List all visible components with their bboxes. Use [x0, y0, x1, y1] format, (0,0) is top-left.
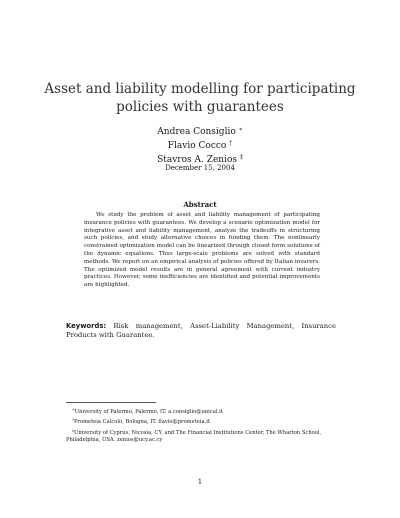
keywords-label: Keywords:	[66, 322, 107, 330]
author: Andrea Consiglio ∗	[157, 126, 243, 137]
paper-date: December 15, 2004	[165, 164, 235, 172]
footnotes	[66, 406, 338, 445]
author: Stavros A. Zenios ‡	[157, 154, 243, 165]
paper-title: Asset and liability modelling for participating policies with guarantees	[44, 81, 356, 115]
author: Flavio Cocco †	[167, 140, 233, 151]
abstract-text: We study the problem of asset and liability management of participating insurance policies with guarantees. We develop a scenario optimization model for integrative asset and liability management, analyze the tradeoffs in structuring such policies, and study alternative choices in funding them. The nonlinearly constrained optimization model can be linearized through closed form solutions of the dynamic equations. Thus large-scale problems are solved with standard methods. We report on an empirical analysis of policies offered by Italian insurers. The optimized model results are in general agreement with current industry practices. However, some inefficiencies are identified and potential improvements are highlighted.	[84, 212, 320, 289]
footnote-divider	[66, 402, 156, 403]
author-list	[100, 124, 300, 166]
footnote: †Prometeia Calcolo, Bologna, IT. flavio@prometeia.it	[72, 417, 210, 426]
abstract-heading: Abstract	[183, 200, 217, 209]
footnote-mark: ∗	[238, 126, 243, 133]
page-number: 1	[197, 478, 203, 486]
footnote: ∗University of Palermo, Palermo, IT. a.consiglio@unical.it	[72, 407, 223, 415]
footnote-mark: †	[229, 140, 233, 147]
footnote-mark: ‡	[239, 154, 243, 161]
keywords-text: Risk management, Asset-Liability Management, Insurance Products with Guarantee.	[66, 322, 336, 340]
footnote: ‡University of Cyprus, Nicosia, CY, and The Financial Institutions Center, The Wharton School, Philadelphia, USA. zenios@ucy.ac.cy	[66, 427, 322, 444]
keywords	[66, 322, 336, 340]
